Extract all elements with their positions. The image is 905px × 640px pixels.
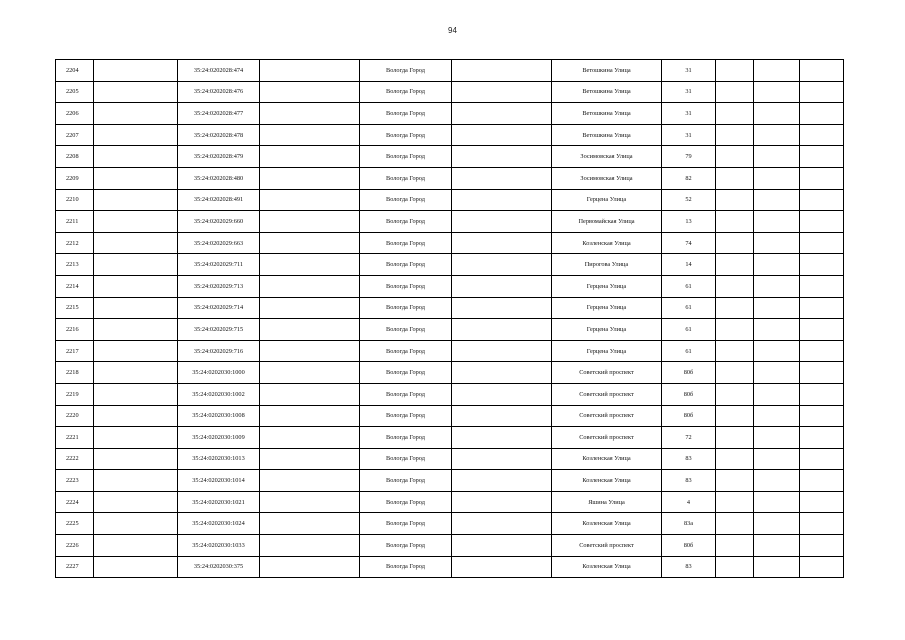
row-number-cell: 2212 <box>56 232 94 254</box>
row-number-cell: 2207 <box>56 124 94 146</box>
street-cell: Герцена Улица <box>552 297 662 319</box>
empty-cell <box>94 275 178 297</box>
empty-cell <box>452 362 552 384</box>
empty-cell <box>94 427 178 449</box>
house-number-cell: 80б <box>662 383 716 405</box>
street-cell: Зосимовская Улица <box>552 146 662 168</box>
registry-table <box>55 59 844 578</box>
empty-cell <box>716 81 754 103</box>
empty-cell <box>716 211 754 233</box>
street-cell: Козленская Улица <box>552 470 662 492</box>
empty-cell <box>452 319 552 341</box>
empty-cell <box>452 60 552 82</box>
house-number-cell: 31 <box>662 124 716 146</box>
house-number-cell: 74 <box>662 232 716 254</box>
empty-cell <box>754 513 800 535</box>
cadastral-number-cell: 35:24:0202030:1024 <box>178 513 260 535</box>
empty-cell <box>800 319 844 341</box>
table-row <box>56 167 844 189</box>
empty-cell <box>754 254 800 276</box>
cadastral-number-cell: 35:24:0202029:715 <box>178 319 260 341</box>
city-cell: Вологда Город <box>360 362 452 384</box>
row-number-cell: 2204 <box>56 60 94 82</box>
house-number-cell: 61 <box>662 340 716 362</box>
street-cell: Козленская Улица <box>552 513 662 535</box>
street-cell: Герцена Улица <box>552 275 662 297</box>
street-cell: Герцена Улица <box>552 189 662 211</box>
table-row <box>56 103 844 125</box>
row-number-cell: 2219 <box>56 383 94 405</box>
empty-cell <box>94 535 178 557</box>
city-cell: Вологда Город <box>360 81 452 103</box>
cadastral-number-cell: 35:24:0202029:663 <box>178 232 260 254</box>
empty-cell <box>754 362 800 384</box>
row-number-cell: 2211 <box>56 211 94 233</box>
empty-cell <box>452 124 552 146</box>
empty-cell <box>452 340 552 362</box>
row-number-cell: 2205 <box>56 81 94 103</box>
empty-cell <box>716 146 754 168</box>
row-number-cell: 2215 <box>56 297 94 319</box>
empty-cell <box>800 146 844 168</box>
cadastral-number-cell: 35:24:0202030:1009 <box>178 427 260 449</box>
empty-cell <box>716 167 754 189</box>
street-cell: Козленская Улица <box>552 448 662 470</box>
empty-cell <box>452 427 552 449</box>
empty-cell <box>452 470 552 492</box>
empty-cell <box>754 470 800 492</box>
table-row <box>56 362 844 384</box>
empty-cell <box>800 81 844 103</box>
city-cell: Вологда Город <box>360 60 452 82</box>
row-number-cell: 2220 <box>56 405 94 427</box>
empty-cell <box>716 340 754 362</box>
empty-cell <box>260 189 360 211</box>
house-number-cell: 80б <box>662 535 716 557</box>
empty-cell <box>452 535 552 557</box>
city-cell: Вологда Город <box>360 167 452 189</box>
street-cell: Ветошкина Улица <box>552 81 662 103</box>
row-number-cell: 2206 <box>56 103 94 125</box>
empty-cell <box>94 448 178 470</box>
cadastral-number-cell: 35:24:0202028:491 <box>178 189 260 211</box>
table-row <box>56 189 844 211</box>
empty-cell <box>754 103 800 125</box>
empty-cell <box>716 254 754 276</box>
empty-cell <box>94 297 178 319</box>
empty-cell <box>94 383 178 405</box>
cadastral-number-cell: 35:24:0202030:1000 <box>178 362 260 384</box>
street-cell: Советский проспект <box>552 427 662 449</box>
city-cell: Вологда Город <box>360 146 452 168</box>
house-number-cell: 82 <box>662 167 716 189</box>
street-cell: Пирогова Улица <box>552 254 662 276</box>
cadastral-number-cell: 35:24:0202028:479 <box>178 146 260 168</box>
cadastral-number-cell: 35:24:0202028:474 <box>178 60 260 82</box>
empty-cell <box>94 254 178 276</box>
street-cell: Козленская Улица <box>552 232 662 254</box>
cadastral-number-cell: 35:24:0202028:478 <box>178 124 260 146</box>
empty-cell <box>800 556 844 578</box>
city-cell: Вологда Город <box>360 513 452 535</box>
street-cell: Советский проспект <box>552 362 662 384</box>
empty-cell <box>94 340 178 362</box>
empty-cell <box>800 340 844 362</box>
empty-cell <box>754 146 800 168</box>
empty-cell <box>800 383 844 405</box>
table-row <box>56 319 844 341</box>
empty-cell <box>754 167 800 189</box>
house-number-cell: 83 <box>662 448 716 470</box>
empty-cell <box>260 211 360 233</box>
empty-cell <box>260 513 360 535</box>
table-row <box>56 427 844 449</box>
city-cell: Вологда Город <box>360 405 452 427</box>
cadastral-number-cell: 35:24:0202029:660 <box>178 211 260 233</box>
empty-cell <box>716 189 754 211</box>
street-cell: Яшина Улица <box>552 491 662 513</box>
city-cell: Вологда Город <box>360 535 452 557</box>
city-cell: Вологда Город <box>360 383 452 405</box>
empty-cell <box>754 535 800 557</box>
empty-cell <box>452 448 552 470</box>
empty-cell <box>260 60 360 82</box>
empty-cell <box>716 470 754 492</box>
cadastral-number-cell: 35:24:0202030:1008 <box>178 405 260 427</box>
street-cell: Ветошкина Улица <box>552 103 662 125</box>
empty-cell <box>754 340 800 362</box>
table-row <box>56 448 844 470</box>
empty-cell <box>754 297 800 319</box>
empty-cell <box>94 405 178 427</box>
city-cell: Вологда Город <box>360 319 452 341</box>
empty-cell <box>754 60 800 82</box>
empty-cell <box>260 362 360 384</box>
empty-cell <box>260 254 360 276</box>
empty-cell <box>800 60 844 82</box>
empty-cell <box>260 383 360 405</box>
empty-cell <box>754 319 800 341</box>
house-number-cell: 31 <box>662 81 716 103</box>
empty-cell <box>260 491 360 513</box>
row-number-cell: 2209 <box>56 167 94 189</box>
city-cell: Вологда Город <box>360 103 452 125</box>
empty-cell <box>754 81 800 103</box>
empty-cell <box>452 513 552 535</box>
empty-cell <box>452 491 552 513</box>
empty-cell <box>452 556 552 578</box>
empty-cell <box>452 383 552 405</box>
empty-cell <box>260 81 360 103</box>
street-cell: Козленская Улица <box>552 556 662 578</box>
empty-cell <box>94 103 178 125</box>
cadastral-number-cell: 35:24:0202030:1033 <box>178 535 260 557</box>
empty-cell <box>94 124 178 146</box>
empty-cell <box>716 556 754 578</box>
empty-cell <box>94 60 178 82</box>
empty-cell <box>94 491 178 513</box>
empty-cell <box>94 146 178 168</box>
table-row <box>56 275 844 297</box>
city-cell: Вологда Город <box>360 275 452 297</box>
city-cell: Вологда Город <box>360 211 452 233</box>
empty-cell <box>452 254 552 276</box>
house-number-cell: 31 <box>662 60 716 82</box>
empty-cell <box>754 427 800 449</box>
empty-cell <box>800 124 844 146</box>
empty-cell <box>716 60 754 82</box>
row-number-cell: 2216 <box>56 319 94 341</box>
street-cell: Герцена Улица <box>552 340 662 362</box>
page-number: 94 <box>448 26 457 35</box>
row-number-cell: 2214 <box>56 275 94 297</box>
empty-cell <box>260 275 360 297</box>
house-number-cell: 52 <box>662 189 716 211</box>
row-number-cell: 2224 <box>56 491 94 513</box>
empty-cell <box>452 189 552 211</box>
table-row <box>56 383 844 405</box>
empty-cell <box>716 513 754 535</box>
empty-cell <box>716 275 754 297</box>
empty-cell <box>716 319 754 341</box>
cadastral-number-cell: 35:24:0202030:1014 <box>178 470 260 492</box>
city-cell: Вологда Город <box>360 427 452 449</box>
empty-cell <box>754 232 800 254</box>
row-number-cell: 2221 <box>56 427 94 449</box>
table-row <box>56 405 844 427</box>
table-body <box>56 60 844 578</box>
empty-cell <box>716 427 754 449</box>
empty-cell <box>716 448 754 470</box>
city-cell: Вологда Город <box>360 297 452 319</box>
cadastral-number-cell: 35:24:0202028:476 <box>178 81 260 103</box>
table-row <box>56 211 844 233</box>
city-cell: Вологда Город <box>360 189 452 211</box>
row-number-cell: 2223 <box>56 470 94 492</box>
house-number-cell: 80б <box>662 405 716 427</box>
empty-cell <box>452 81 552 103</box>
row-number-cell: 2217 <box>56 340 94 362</box>
empty-cell <box>716 491 754 513</box>
city-cell: Вологда Город <box>360 124 452 146</box>
house-number-cell: 83 <box>662 470 716 492</box>
row-number-cell: 2222 <box>56 448 94 470</box>
city-cell: Вологда Город <box>360 232 452 254</box>
row-number-cell: 2226 <box>56 535 94 557</box>
table-row <box>56 491 844 513</box>
empty-cell <box>452 167 552 189</box>
house-number-cell: 83 <box>662 556 716 578</box>
city-cell: Вологда Город <box>360 340 452 362</box>
table-row <box>56 232 844 254</box>
empty-cell <box>260 427 360 449</box>
empty-cell <box>800 297 844 319</box>
empty-cell <box>94 167 178 189</box>
empty-cell <box>754 491 800 513</box>
cadastral-number-cell: 35:24:0202029:716 <box>178 340 260 362</box>
empty-cell <box>452 275 552 297</box>
empty-cell <box>800 470 844 492</box>
cadastral-number-cell: 35:24:0202029:714 <box>178 297 260 319</box>
table-row <box>56 297 844 319</box>
empty-cell <box>452 103 552 125</box>
house-number-cell: 14 <box>662 254 716 276</box>
empty-cell <box>716 124 754 146</box>
cadastral-number-cell: 35:24:0202029:711 <box>178 254 260 276</box>
cadastral-number-cell: 35:24:0202030:1002 <box>178 383 260 405</box>
house-number-cell: 13 <box>662 211 716 233</box>
empty-cell <box>260 405 360 427</box>
row-number-cell: 2213 <box>56 254 94 276</box>
table-row <box>56 60 844 82</box>
cadastral-number-cell: 35:24:0202028:477 <box>178 103 260 125</box>
empty-cell <box>452 146 552 168</box>
street-cell: Советский проспект <box>552 405 662 427</box>
empty-cell <box>754 189 800 211</box>
city-cell: Вологда Город <box>360 491 452 513</box>
empty-cell <box>260 470 360 492</box>
empty-cell <box>716 383 754 405</box>
empty-cell <box>94 189 178 211</box>
house-number-cell: 4 <box>662 491 716 513</box>
table-row <box>56 513 844 535</box>
street-cell: Зосимовская Улица <box>552 167 662 189</box>
empty-cell <box>94 232 178 254</box>
empty-cell <box>754 556 800 578</box>
table-row <box>56 556 844 578</box>
empty-cell <box>452 297 552 319</box>
row-number-cell: 2227 <box>56 556 94 578</box>
empty-cell <box>716 362 754 384</box>
cadastral-number-cell: 35:24:0202030:1013 <box>178 448 260 470</box>
empty-cell <box>94 556 178 578</box>
city-cell: Вологда Город <box>360 470 452 492</box>
empty-cell <box>452 211 552 233</box>
empty-cell <box>800 103 844 125</box>
empty-cell <box>716 232 754 254</box>
empty-cell <box>260 297 360 319</box>
empty-cell <box>94 211 178 233</box>
city-cell: Вологда Город <box>360 556 452 578</box>
house-number-cell: 61 <box>662 297 716 319</box>
house-number-cell: 31 <box>662 103 716 125</box>
empty-cell <box>716 535 754 557</box>
street-cell: Ветошкина Улица <box>552 60 662 82</box>
empty-cell <box>94 319 178 341</box>
table-row <box>56 470 844 492</box>
empty-cell <box>800 427 844 449</box>
table-row <box>56 146 844 168</box>
house-number-cell: 72 <box>662 427 716 449</box>
empty-cell <box>754 211 800 233</box>
empty-cell <box>800 254 844 276</box>
street-cell: Советский проспект <box>552 535 662 557</box>
house-number-cell: 61 <box>662 275 716 297</box>
street-cell: Герцена Улица <box>552 319 662 341</box>
empty-cell <box>800 405 844 427</box>
cadastral-number-cell: 35:24:0202028:480 <box>178 167 260 189</box>
empty-cell <box>260 167 360 189</box>
empty-cell <box>260 124 360 146</box>
empty-cell <box>800 211 844 233</box>
empty-cell <box>754 383 800 405</box>
table-row <box>56 535 844 557</box>
empty-cell <box>260 448 360 470</box>
empty-cell <box>260 319 360 341</box>
empty-cell <box>260 232 360 254</box>
street-cell: Советский проспект <box>552 383 662 405</box>
empty-cell <box>800 275 844 297</box>
empty-cell <box>800 167 844 189</box>
row-number-cell: 2225 <box>56 513 94 535</box>
empty-cell <box>716 103 754 125</box>
house-number-cell: 83а <box>662 513 716 535</box>
cadastral-number-cell: 35:24:0202030:1021 <box>178 491 260 513</box>
house-number-cell: 79 <box>662 146 716 168</box>
empty-cell <box>452 232 552 254</box>
cadastral-number-cell: 35:24:0202030:375 <box>178 556 260 578</box>
empty-cell <box>800 448 844 470</box>
empty-cell <box>800 491 844 513</box>
empty-cell <box>260 103 360 125</box>
street-cell: Первомайская Улица <box>552 211 662 233</box>
empty-cell <box>94 362 178 384</box>
table-row <box>56 81 844 103</box>
table-row <box>56 340 844 362</box>
city-cell: Вологда Город <box>360 448 452 470</box>
street-cell: Ветошкина Улица <box>552 124 662 146</box>
house-number-cell: 80б <box>662 362 716 384</box>
empty-cell <box>260 146 360 168</box>
empty-cell <box>452 405 552 427</box>
empty-cell <box>800 513 844 535</box>
empty-cell <box>800 232 844 254</box>
row-number-cell: 2218 <box>56 362 94 384</box>
empty-cell <box>260 340 360 362</box>
empty-cell <box>94 513 178 535</box>
row-number-cell: 2210 <box>56 189 94 211</box>
table-row <box>56 254 844 276</box>
empty-cell <box>800 362 844 384</box>
empty-cell <box>260 535 360 557</box>
empty-cell <box>94 470 178 492</box>
empty-cell <box>94 81 178 103</box>
empty-cell <box>754 448 800 470</box>
empty-cell <box>800 189 844 211</box>
empty-cell <box>716 297 754 319</box>
empty-cell <box>754 405 800 427</box>
empty-cell <box>716 405 754 427</box>
city-cell: Вологда Город <box>360 254 452 276</box>
table-row <box>56 124 844 146</box>
house-number-cell: 61 <box>662 319 716 341</box>
empty-cell <box>800 535 844 557</box>
empty-cell <box>260 556 360 578</box>
row-number-cell: 2208 <box>56 146 94 168</box>
empty-cell <box>754 124 800 146</box>
cadastral-number-cell: 35:24:0202029:713 <box>178 275 260 297</box>
empty-cell <box>754 275 800 297</box>
